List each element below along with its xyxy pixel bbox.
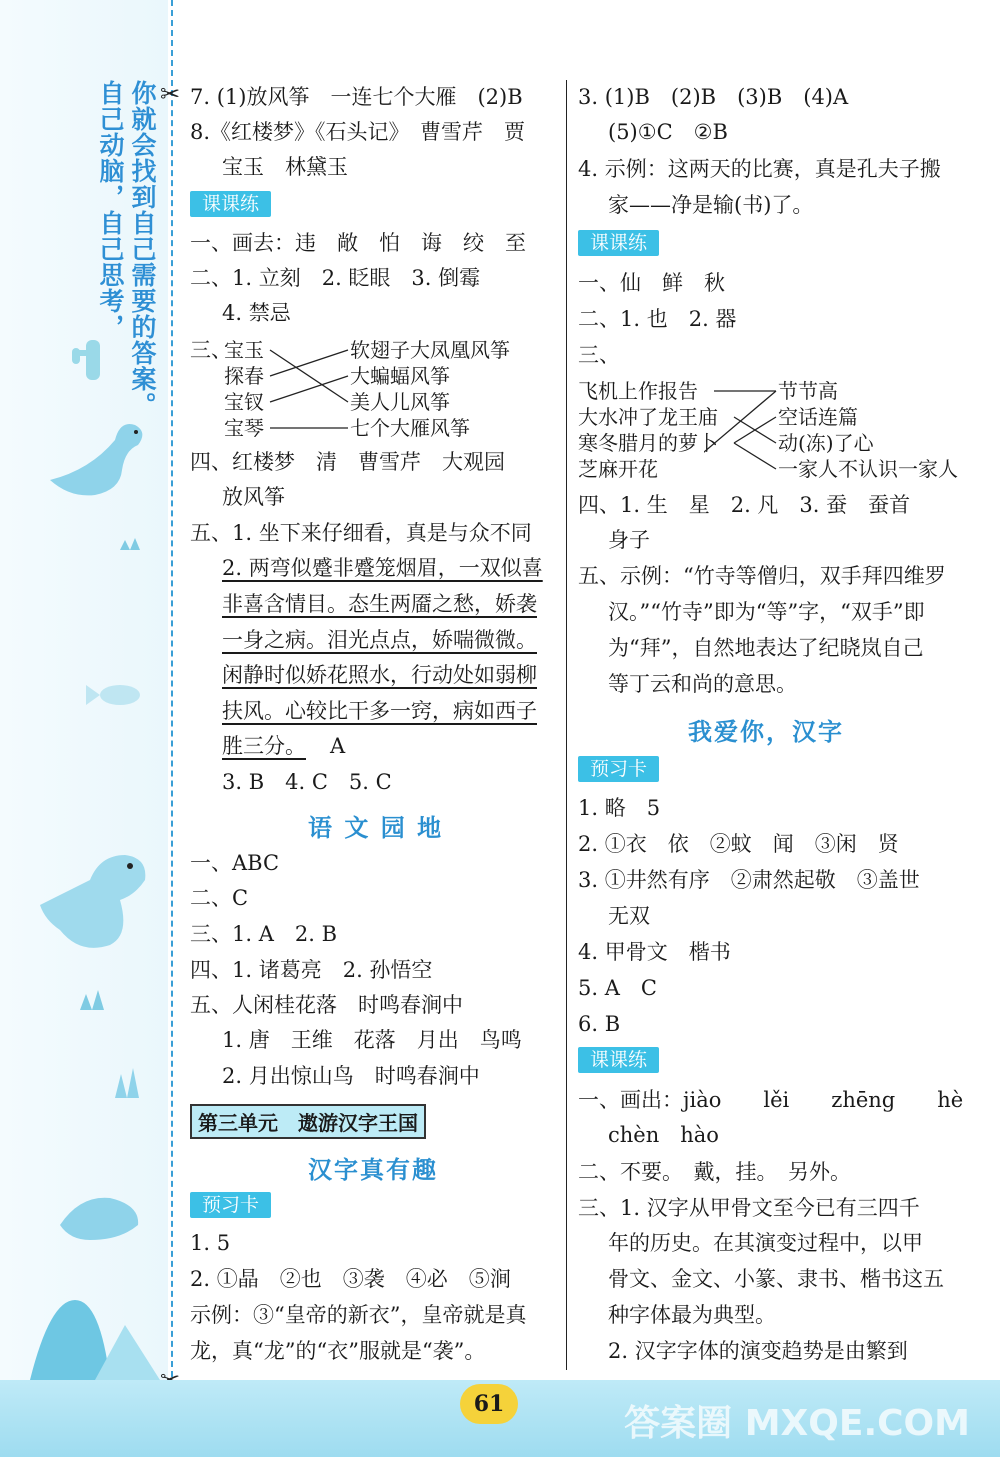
answer-line: 3. ①井然有序 ②肃然起敬 ③盖世 bbox=[578, 868, 920, 892]
match-right-item: 大蝙蝠风筝 bbox=[350, 364, 450, 388]
answer-line: 五、示例：“竹寺等僧归，双手拜四维罗 bbox=[578, 564, 946, 588]
match-left-item: 飞机上作报告 bbox=[578, 379, 698, 403]
match-left-item: 探春 bbox=[224, 364, 264, 388]
answer-line: 种字体最为典型。 bbox=[608, 1303, 776, 1327]
answer-line: A bbox=[330, 734, 346, 758]
answer-line: 二、不要。 戴，挂。 另外。 bbox=[578, 1160, 851, 1184]
answer-line: 无双 bbox=[608, 904, 650, 928]
answer-line: 宝玉 林黛玉 bbox=[222, 155, 348, 179]
answer-line: 一、仙 鲜 秋 bbox=[578, 271, 725, 295]
answer-line: 身子 bbox=[608, 528, 650, 552]
column-divider bbox=[566, 80, 567, 1370]
underlined-answer: 闲静时似娇花照水，行动处如弱柳 bbox=[222, 663, 537, 687]
match-right-item: 一家人不认识一家人 bbox=[778, 457, 958, 481]
page-number: 61 bbox=[460, 1384, 518, 1424]
answer-line: 5. A C bbox=[578, 976, 657, 1000]
match-right-item: 空话连篇 bbox=[778, 405, 858, 429]
answer-line: 1. 略 5 bbox=[578, 796, 661, 820]
answer-line: chèn hào bbox=[608, 1123, 719, 1147]
cut-line bbox=[171, 0, 173, 1457]
underlined-answer: 扶风。心较比干多一窍，病如西子 bbox=[222, 699, 537, 723]
answer-line: 7. (1)放风筝 一连七个大雁 (2)B bbox=[190, 85, 523, 109]
match-prefix: 三、 bbox=[190, 338, 232, 362]
answer-line: 4. 禁忌 bbox=[222, 301, 291, 325]
match-left-item: 芝麻开花 bbox=[578, 457, 658, 481]
section-heading: 语 文 园 地 bbox=[308, 814, 444, 842]
section-tag: 预习卡 bbox=[190, 1192, 271, 1218]
answer-line: (5)①C ②B bbox=[608, 120, 728, 144]
answer-line: 年的历史。在其演变过程中，以甲 bbox=[608, 1231, 923, 1255]
motto-column-1: 你就会找到自己需要的答案。 bbox=[128, 80, 157, 418]
answer-line: 家——净是输(书)了。 bbox=[608, 193, 814, 217]
answer-line: 三、1. A 2. B bbox=[190, 922, 338, 946]
match-left-item: 宝玉 bbox=[224, 338, 264, 362]
answer-line: 1. 唐 王维 花落 月出 鸟鸣 bbox=[222, 1028, 522, 1052]
answer-line: 2. ①晶 ②也 ③袭 ④必 ⑤涧 bbox=[190, 1267, 511, 1291]
answer-line: 四、红楼梦 清 曹雪芹 大观园 bbox=[190, 450, 505, 474]
answer-line: 4. 示例：这两天的比赛，真是孔夫子搬 bbox=[578, 157, 941, 181]
answer-line: 4. 甲骨文 楷书 bbox=[578, 940, 731, 964]
answer-line: 二、1. 立刻 2. 眨眼 3. 倒霉 bbox=[190, 266, 481, 290]
answer-line: 汉。”“竹寺”即为“等”字，“双手”即 bbox=[608, 600, 925, 624]
matching-lines bbox=[704, 376, 780, 486]
answer-line: 三、 bbox=[578, 343, 620, 367]
match-right-item: 动(冻)了心 bbox=[778, 431, 874, 455]
match-left-item: 宝钗 bbox=[224, 390, 264, 414]
answer-line: 骨文、金文、小篆、隶书、楷书这五 bbox=[608, 1267, 944, 1291]
answer-line: 一、ABC bbox=[190, 851, 280, 875]
answer-line: 龙，真“龙”的“衣”服就是“袭”。 bbox=[190, 1339, 486, 1363]
answer-line: 1. 5 bbox=[190, 1231, 231, 1255]
answer-line: 2. 月出惊山鸟 时鸣春涧中 bbox=[222, 1064, 480, 1088]
match-left-item: 大水冲了龙王庙 bbox=[578, 405, 718, 429]
watermark: 答案圈 MXQE.COM bbox=[624, 1403, 970, 1444]
answer-line: 五、人闲桂花落 时鸣春涧中 bbox=[190, 993, 463, 1017]
answer-line: 等丁云和尚的意思。 bbox=[608, 672, 797, 696]
answer-line: 四、1. 诸葛亮 2. 孙悟空 bbox=[190, 958, 433, 982]
answer-line: 示例：③“皇帝的新衣”，皇帝就是真 bbox=[190, 1303, 527, 1327]
match-right-item: 美人儿风筝 bbox=[350, 390, 450, 414]
section-tag: 课课练 bbox=[190, 191, 271, 217]
match-left-item: 宝琴 bbox=[224, 416, 264, 440]
unit-title: 第三单元 遨游汉字王国 bbox=[190, 1104, 426, 1139]
underlined-answer: 一身之病。泪光点点，娇喘微微。 bbox=[222, 628, 537, 652]
answer-line: 一、画去：违 敞 怕 诲 绞 至 bbox=[190, 231, 526, 255]
section-heading: 我爱你，汉字 bbox=[688, 718, 844, 746]
section-heading: 汉字真有趣 bbox=[308, 1156, 438, 1184]
left-margin-decoration bbox=[0, 0, 168, 1457]
motto-column-2: 自己动脑，自己思考， bbox=[96, 80, 125, 340]
answer-line: 五、1. 坐下来仔细看，真是与众不同 bbox=[190, 521, 532, 545]
answer-line: 6. B bbox=[578, 1012, 621, 1036]
answer-line: 3. (1)B (2)B (3)B (4)A bbox=[578, 85, 849, 109]
section-tag: 课课练 bbox=[578, 230, 659, 256]
scissors-icon: ✂ bbox=[160, 80, 181, 108]
answer-line: 四、1. 生 星 2. 凡 3. 蚕 蚕首 bbox=[578, 493, 911, 517]
answer-line: 二、C bbox=[190, 886, 249, 910]
answer-line: 3. B 4. C 5. C bbox=[222, 770, 392, 794]
answer-line: 二、1. 也 2. 器 bbox=[578, 307, 737, 331]
answer-line: 为“拜”，自然地表达了纪晓岚自己 bbox=[608, 636, 924, 660]
answer-line: 一、画出：jiào lěi zhēng hè bbox=[578, 1088, 964, 1112]
answer-line: 三、1. 汉字从甲骨文至今已有三四千 bbox=[578, 1196, 920, 1220]
underlined-answer: 胜三分。 bbox=[222, 734, 306, 758]
answer-line: 2. ①衣 依 ②蚊 闻 ③闲 贤 bbox=[578, 832, 899, 856]
match-right-item: 软翅子大凤凰风筝 bbox=[350, 338, 510, 362]
match-right-item: 节节高 bbox=[778, 379, 838, 403]
match-left-item: 寒冬腊月的萝卜 bbox=[578, 431, 718, 455]
answer-line: 8.《红楼梦》《石头记》 曹雪芹 贾 bbox=[190, 120, 526, 144]
matching-lines bbox=[268, 335, 352, 445]
underlined-answer: 2. 两弯似蹙非蹙笼烟眉，一双似喜 bbox=[222, 556, 543, 580]
section-tag: 课课练 bbox=[578, 1047, 659, 1073]
answer-line: 放风筝 bbox=[222, 485, 285, 509]
match-right-item: 七个大雁风筝 bbox=[350, 416, 470, 440]
answer-line: 2. 汉字字体的演变趋势是由繁到 bbox=[608, 1339, 908, 1363]
underlined-answer: 非喜含情目。态生两靥之愁，娇袭 bbox=[222, 592, 537, 616]
section-tag: 预习卡 bbox=[578, 756, 659, 782]
